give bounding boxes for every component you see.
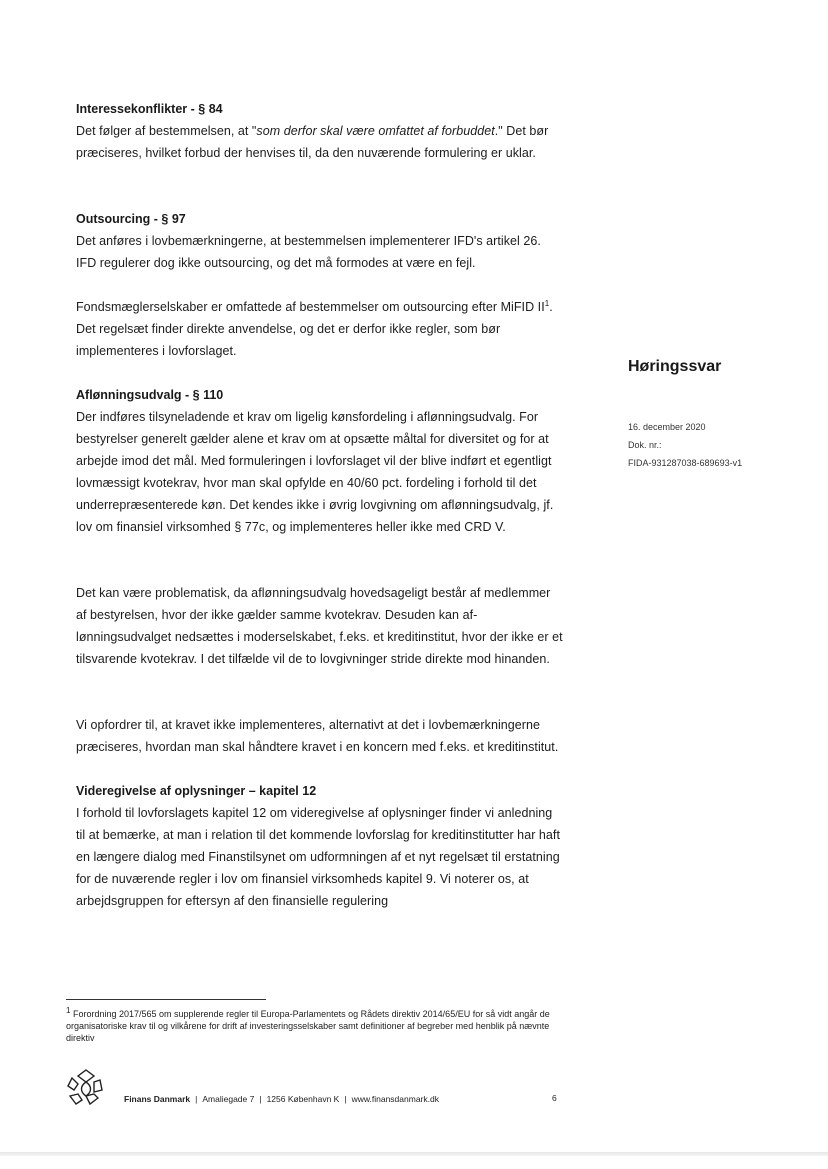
section-interessekonflikter <box>76 98 564 164</box>
footer-separator: | <box>259 1094 262 1104</box>
document-type-title: Høringssvar <box>628 358 722 375</box>
paragraph-text: Fondsmæglerselskaber er omfattede af bestemmelser om outsourcing efter MiFID II <box>76 300 545 314</box>
section-afloenningsudvalg-cont <box>76 582 564 670</box>
footnote-reference[interactable]: 1 <box>544 298 550 308</box>
document-number-label: Dok. nr.: <box>628 440 662 450</box>
section-outsourcing <box>76 208 564 274</box>
footer-brand: Finans Danmark <box>124 1094 191 1104</box>
footnote-divider <box>66 999 266 1000</box>
document-number: FIDA-931287038-689693-v1 <box>628 458 743 468</box>
footer-separator: | <box>344 1094 347 1104</box>
section-videregivelse <box>76 780 564 912</box>
section-afloenningsudvalg <box>76 384 564 538</box>
section-heading: Videregivelse af oplysninger – kapitel 12 <box>76 784 317 798</box>
footnote <box>66 1008 566 1044</box>
footer-separator: | <box>195 1094 198 1104</box>
paragraph-text: ." Det bør præciseres, hvilket forbud der henvises til, da den nuværende formulering er uklar. <box>76 124 549 160</box>
sidebar <box>628 356 808 472</box>
footnote-number: 1 <box>66 1006 71 1015</box>
section-heading: Interessekonflikter - § 84 <box>76 102 223 116</box>
paragraph: I forhold til lovforslagets kapitel 12 om videregivelse af oplysninger finder vi anledning til at bemærke, at man i relation til det kommende lovforslag for kreditinstitutter har haft en længere dialog med Finanstilsynet om udformningen af et nyt regelsæt til erstatning for de nuværende regler i lov om finansiel virksomheds kapitel 9. Vi noterer os, at arbejdsgruppen for eftersyn af den finansielle regulering <box>76 806 560 908</box>
paragraph <box>76 296 564 362</box>
section-outsourcing-cont <box>76 296 564 362</box>
footer-street: Amaliegade 7 <box>202 1094 255 1104</box>
quoted-text: som derfor skal være omfattet af forbuddet <box>256 124 495 138</box>
paragraph: Der indføres tilsyneladende et krav om ligelig kønsfordeling i aflønningsudvalg. For bestyrelser generelt gælder alene et krav om at opsætte måltal for diversitet og for at arbejde imod det mål. Med formuleringen i lovforslaget vil der blive indført et egentligt lovmæssigt kvotekrav, hvor man skal opfylde en 40/60 pct. fordeling i forhold til det underrepræsenterede køn. Det kendes ikke i øvrig lovgivning om aflønningsudvalg, jf. lov om finansiel virksomhed § 77c, og implementeres heller ikke med CRD V. <box>76 410 554 534</box>
footer-postal: 1256 København K <box>266 1094 340 1104</box>
footnote-text: Forordning 2017/565 om supplerende regler til Europa-Parlamentets og Rådets direktiv 2014/65/EU for så vidt angår de organisatoriske krav til og vilkårene for drift af investeringsselskaber samt definitioner af begreber med henblik på nævnte direktiv <box>66 1009 550 1043</box>
paragraph: Det kan være problematisk, da aflønningsudvalg hovedsageligt består af medlemmer af bestyrelsen, hvor der ikke gælder samme kvotekrav. Desuden kan aflønningsudvalget nedsættes i moderselskabet, f.eks. et kreditinstitut, hvor der ikke er et tilsvarende kvotekrav. I det tilfælde vil de to lovgivninger stride direkte mod hinanden. <box>76 586 563 666</box>
footer-website-link[interactable]: www.finansdanmark.dk <box>351 1094 439 1104</box>
section-heading: Aflønningsudvalg - § 110 <box>76 388 224 402</box>
page-number: 6 <box>552 1093 557 1103</box>
paragraph-text: Det følger af bestemmelsen, at " <box>76 124 257 138</box>
paragraph <box>76 120 564 164</box>
paragraph-text: . Det regelsæt finder direkte anvendelse, og det er derfor ikke regler, som bør implementeres i lovforslaget. <box>76 300 553 358</box>
scan-edge <box>0 1152 828 1156</box>
main-content <box>76 98 564 934</box>
paragraph: Det anføres i lovbemærkningerne, at bestemmelsen implementerer IFD's artikel 26. IFD regulerer dog ikke outsourcing, og det må formodes at være en fejl. <box>76 234 541 270</box>
page-footer <box>64 1068 564 1108</box>
section-afloenningsudvalg-cont2 <box>76 714 564 758</box>
section-heading: Outsourcing - § 97 <box>76 212 186 226</box>
document-date: 16. december 2020 <box>628 422 706 432</box>
footer-address <box>124 1093 439 1105</box>
finans-danmark-logo-icon <box>64 1068 108 1108</box>
paragraph: Vi opfordrer til, at kravet ikke implementeres, alternativt at det i lovbemærkningerne præciseres, hvordan man skal håndtere kravet i en koncern med f.eks. et kreditinstitut. <box>76 718 559 754</box>
